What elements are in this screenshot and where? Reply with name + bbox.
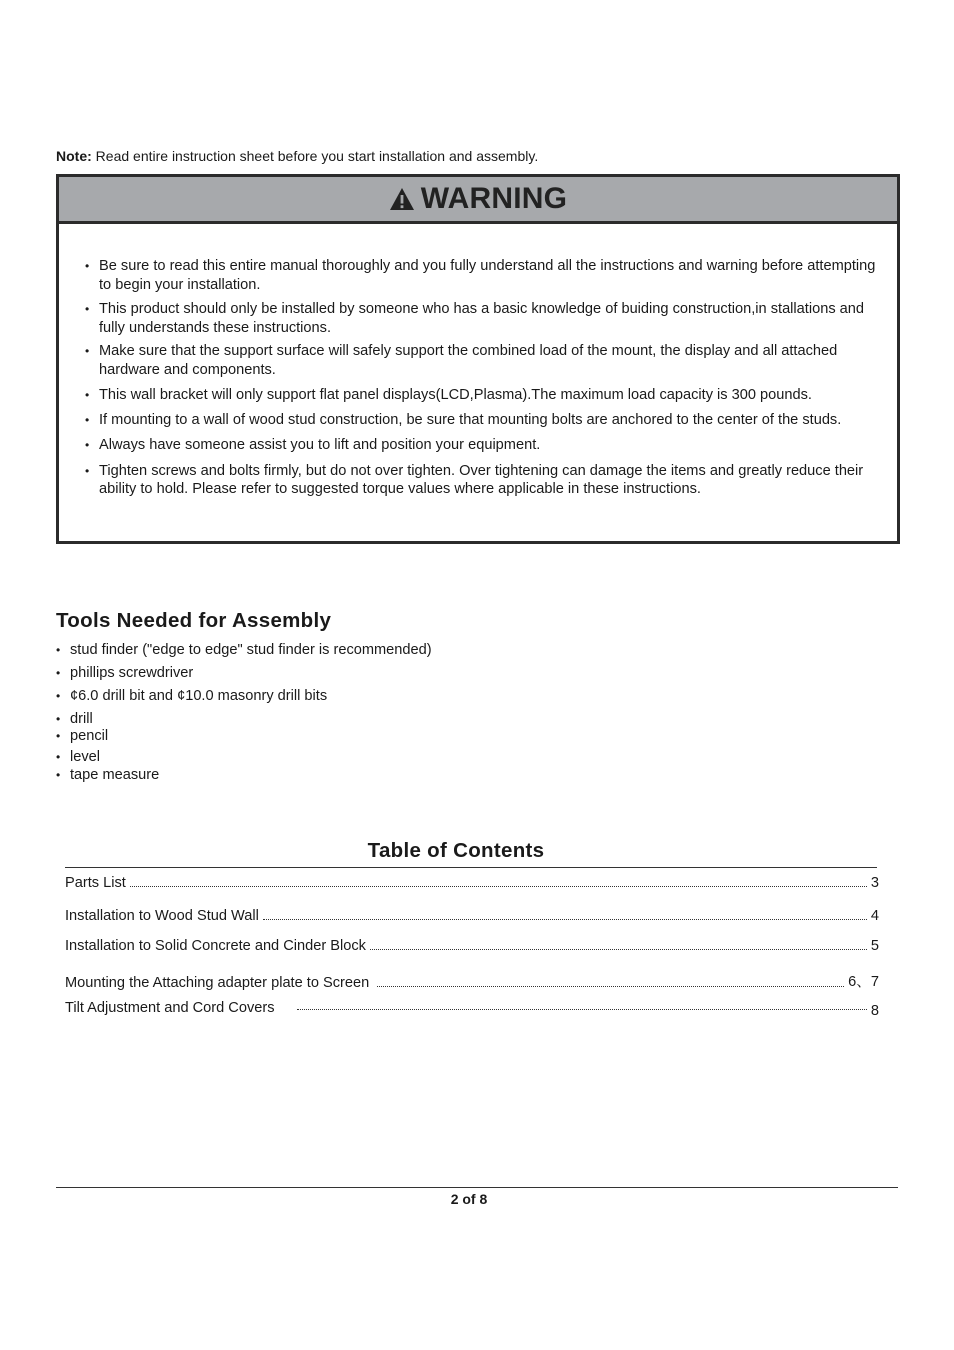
warning-title: WARNING bbox=[420, 182, 568, 215]
warning-list bbox=[85, 257, 879, 499]
footer-divider bbox=[56, 1187, 898, 1188]
toc-entry-page: 8 bbox=[870, 1003, 879, 1019]
tool-item: • phillips screwdriver bbox=[56, 665, 193, 681]
tool-item: • pencil bbox=[56, 728, 108, 744]
toc-entry[interactable] bbox=[65, 1000, 879, 1019]
toc-entry[interactable] bbox=[65, 970, 879, 991]
toc-entry[interactable] bbox=[65, 908, 879, 924]
toc-leader bbox=[370, 949, 867, 950]
note-line bbox=[56, 148, 538, 164]
tool-item: • level bbox=[56, 749, 100, 765]
toc-entry[interactable] bbox=[65, 938, 879, 954]
warning-box bbox=[56, 174, 900, 544]
toc-entry-title: Tilt Adjustment and Cord Covers bbox=[65, 1000, 275, 1016]
note-text: Read entire instruction sheet before you start installation and assembly. bbox=[91, 148, 539, 164]
toc-leader bbox=[377, 986, 844, 987]
toc-entry-page: 6、7 bbox=[848, 974, 879, 990]
warning-item: • If mounting to a wall of wood stud construction, be sure that mounting bolts are anchored to the center of the studs. bbox=[85, 411, 879, 430]
warning-header bbox=[59, 177, 897, 224]
toc-leader bbox=[130, 886, 867, 887]
warning-triangle-icon bbox=[389, 187, 415, 211]
toc-entry-page: 3 bbox=[870, 875, 879, 891]
toc-leader bbox=[297, 1009, 867, 1010]
toc-divider bbox=[65, 867, 877, 868]
warning-item: • Be sure to read this entire manual thoroughly and you fully understand all the instructions and warning before attempting to begin your installation. bbox=[85, 257, 879, 294]
tools-heading: Tools Needed for Assembly bbox=[56, 609, 332, 632]
tool-item: • tape measure bbox=[56, 767, 159, 783]
warning-item: • This wall bracket will only support flat panel displays(LCD,Plasma).The maximum load capacity is 300 pounds. bbox=[85, 386, 879, 405]
warning-item: • Tighten screws and bolts firmly, but do not over tighten. Over tightening can damage the items and greatly reduce their ability to hold. Please refer to suggested torque values where applicable in these instructions. bbox=[85, 462, 879, 499]
page-number: 2 of 8 bbox=[450, 1191, 488, 1207]
toc-entry-title: Installation to Wood Stud Wall bbox=[65, 908, 259, 924]
toc-entry-title: Mounting the Attaching adapter plate to Screen bbox=[65, 975, 370, 991]
toc-leader bbox=[263, 919, 867, 920]
note-label: Note: bbox=[56, 148, 92, 164]
tool-item: • ¢6.0 drill bit and ¢10.0 masonry drill bits bbox=[56, 688, 327, 704]
warning-item: • Always have someone assist you to lift and position your equipment. bbox=[85, 436, 879, 455]
toc-entry-page: 4 bbox=[870, 908, 879, 924]
warning-item: • Make sure that the support surface will safely support the combined load of the mount, the display and all attached hardware and components. bbox=[85, 342, 879, 379]
toc-entry-page: 5 bbox=[870, 938, 879, 954]
warning-item: • This product should only be installed by someone who has a basic knowledge of buiding construction,in stallations and fully understands these instructions. bbox=[85, 300, 879, 337]
toc-entry[interactable] bbox=[65, 875, 879, 891]
toc-entry-title: Installation to Solid Concrete and Cinder Block bbox=[65, 938, 366, 954]
toc-heading: Table of Contents bbox=[367, 839, 545, 862]
toc-entry-title: Parts List bbox=[65, 875, 126, 891]
tool-item: • stud finder ("edge to edge" stud finder is recommended) bbox=[56, 642, 432, 658]
tool-item: • drill bbox=[56, 711, 93, 727]
